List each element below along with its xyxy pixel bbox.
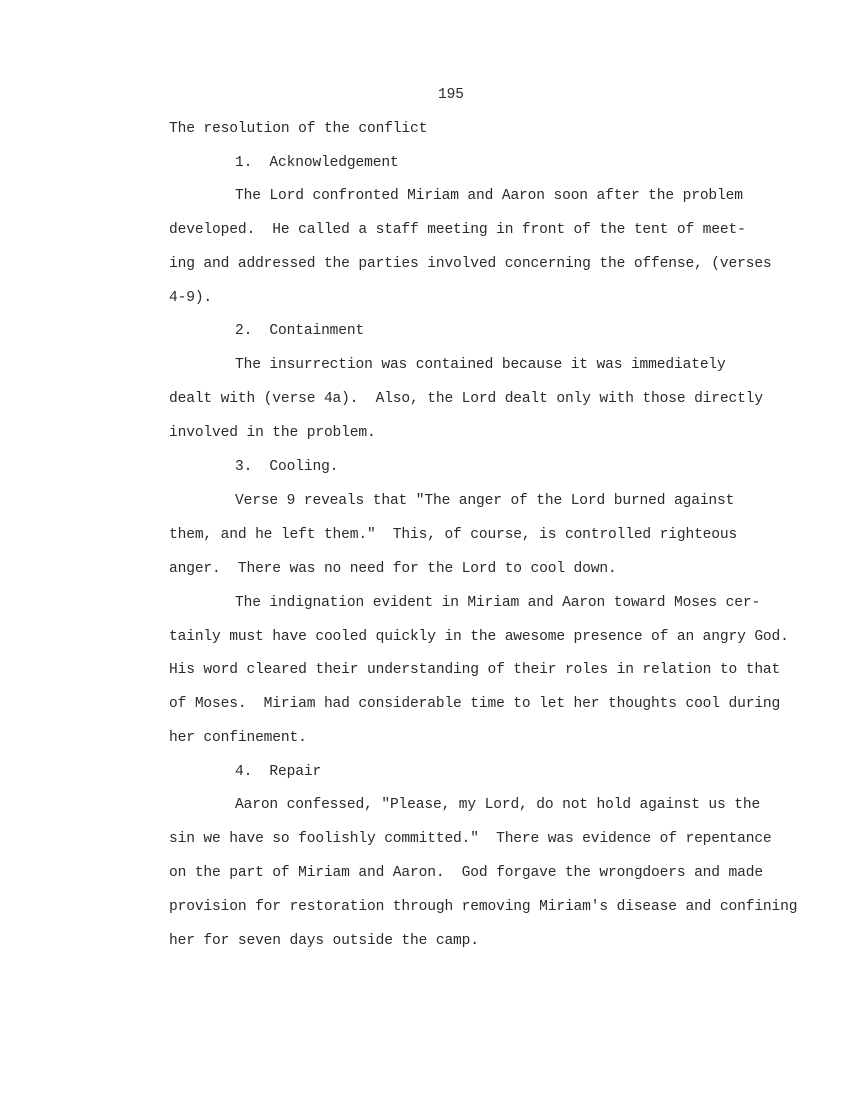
paragraph-line: His word cleared their understanding of their roles in relation to that	[169, 662, 781, 678]
subsection-heading-repair: 4. Repair	[235, 764, 322, 780]
paragraph-line: The Lord confronted Miriam and Aaron soon after the problem	[235, 188, 743, 204]
paragraph-line: anger. There was no need for the Lord to cool down.	[169, 561, 617, 577]
section-heading: The resolution of the conflict	[169, 121, 428, 137]
subsection-heading-acknowledgement: 1. Acknowledgement	[235, 155, 399, 171]
subsection-heading-cooling: 3. Cooling.	[235, 459, 339, 475]
paragraph-line: Aaron confessed, "Please, my Lord, do not hold against us the	[235, 797, 761, 813]
paragraph-line: her confinement.	[169, 730, 307, 746]
paragraph-line: sin we have so foolishly committed." There was evidence of repentance	[169, 831, 772, 847]
paragraph-line: dealt with (verse 4a). Also, the Lord dealt only with those directly	[169, 391, 763, 407]
paragraph-line: them, and he left them." This, of course, is controlled righteous	[169, 527, 738, 543]
paragraph-line: involved in the problem.	[169, 425, 376, 441]
paragraph-line: The insurrection was contained because it was immediately	[235, 357, 726, 373]
paragraph-line: on the part of Miriam and Aaron. God forgave the wrongdoers and made	[169, 865, 763, 881]
paragraph-line: her for seven days outside the camp.	[169, 933, 479, 949]
paragraph-line: of Moses. Miriam had considerable time to let her thoughts cool during	[169, 696, 781, 712]
paragraph-line: 4-9).	[169, 290, 213, 306]
paragraph-line: ing and addressed the parties involved concerning the offense, (verses	[169, 256, 772, 272]
paragraph-line: Verse 9 reveals that "The anger of the Lord burned against	[235, 493, 735, 509]
paragraph-line: The indignation evident in Miriam and Aaron toward Moses cer-	[235, 595, 761, 611]
subsection-heading-containment: 2. Containment	[235, 323, 365, 339]
paragraph-line: provision for restoration through removing Miriam's disease and confining	[169, 899, 798, 915]
paragraph-line: developed. He called a staff meeting in front of the tent of meet-	[169, 222, 746, 238]
page-number: 195	[438, 87, 464, 103]
paragraph-line: tainly must have cooled quickly in the awesome presence of an angry God.	[169, 629, 789, 645]
